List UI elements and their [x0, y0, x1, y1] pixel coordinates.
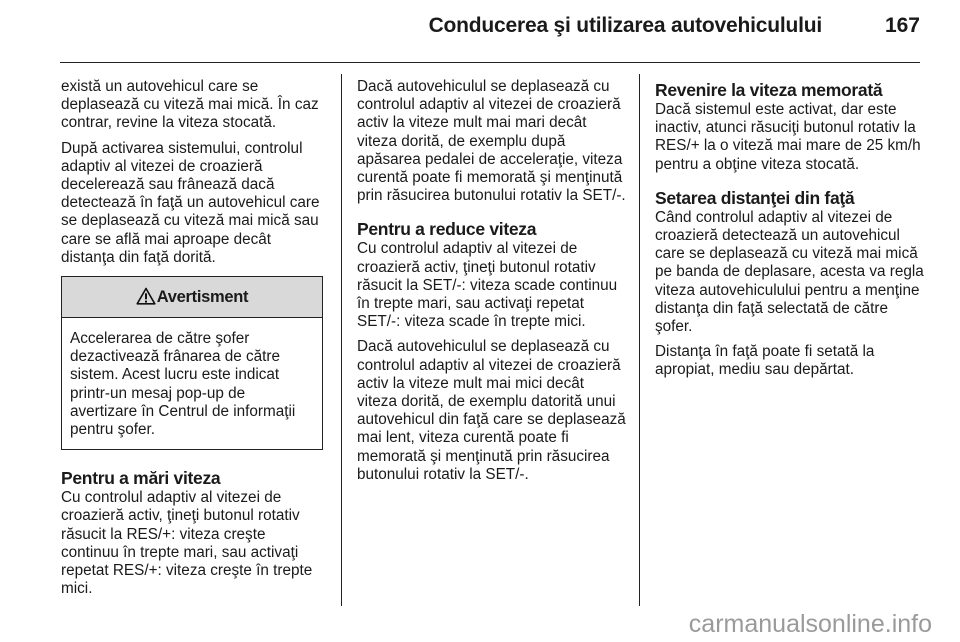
paragraph: există un autovehicul care se deplasează cu viteză mai mică. În caz contrar, revine la viteza stocată. [61, 78, 319, 132]
column-divider-1 [341, 74, 342, 606]
warning-triangle-icon [136, 287, 156, 305]
paragraph: După activarea sistemului, controlul adaptiv al vitezei de croazieră decelerează sau frânează dacă detectează în faţă un autovehicul care se deplasează cu viteză mai mică sau care se află mai aproape decât distanţa din faţă dorită. [61, 139, 320, 266]
warning-header [62, 277, 322, 318]
page-number: 167 [884, 14, 920, 37]
column-3 [655, 78, 925, 387]
section-heading: Pentru a mări viteza [61, 468, 221, 489]
page-title: Conducerea şi utilizarea autovehiculului [428, 14, 822, 37]
section-heading: Pentru a reduce viteza [357, 219, 537, 240]
section-heading: Revenire la viteza memorată [655, 80, 883, 100]
section-heading: Setarea distanţei din faţă [655, 187, 855, 208]
page-header [60, 0, 920, 63]
column-divider-2 [639, 74, 640, 606]
paragraph: Dacă autovehiculul se deplasează cu controlul adaptiv al vitezei de croazieră activ la viteze mult mai mari decât viteza dorită, de exemplu după apăsarea pedalei de acceleraţie, viteza curentă poate fi memorată şi menţinută prin răsucirea butonului rotativ la SET/-. [357, 78, 626, 205]
paragraph: Cu controlul adaptiv al vitezei de croazieră activ, ţineţi butonul rotativ răsucit la SET/-: viteza scade continuu în trepte mari, sau activaţi repetat SET/-: viteza scade în trepte mici. [357, 240, 618, 331]
paragraph: Dacă sistemul este activat, dar este inactiv, atunci răsuciţi butonul rotativ la RES/+ la o viteză mai mare de 25 km/h pentru a obţine viteza stocată. [655, 101, 921, 173]
column-2 [357, 78, 627, 491]
watermark-text: carmanualsonline.info [688, 610, 932, 638]
paragraph: Cu controlul adaptiv al vitezei de croazieră activ, ţineţi butonul rotativ răsucit la RES/+: viteza creşte continuu în trepte mari, sau activaţi repetat RES/+: viteza creşte în trepte mici. [61, 489, 313, 598]
warning-text: Accelerarea de către şofer dezactivează frânarea de către sistem. Acest lucru este indicat printr-un mesaj pop-up de avertizare în Centrul de informaţii pentru şofer. [70, 330, 296, 439]
paragraph: Distanţa în faţă poate fi setată la apropiat, mediu sau depărtat. [655, 343, 875, 379]
column-1 [61, 78, 327, 605]
paragraph: Când controlul adaptiv al vitezei de croazieră detectează un autovehicul care se deplasează cu viteză mai mică pe banda de deplasare, acesta va regla viteza autovehiculului pentru a menţine distanţa din faţă selectată de către şofer. [655, 208, 924, 336]
warning-title: Avertisment [156, 287, 249, 306]
warning-box [61, 276, 323, 450]
paragraph: Dacă autovehiculul se deplasează cu controlul adaptiv al vitezei de croazieră activ la viteze mult mai mici decât viteza dorită, de exemplu datorită unui autovehicul din faţă care se deplasează mai lent, viteza curentă poate fi memorată şi menţinută prin răsucirea butonului rotativ la SET/-. [357, 338, 626, 483]
